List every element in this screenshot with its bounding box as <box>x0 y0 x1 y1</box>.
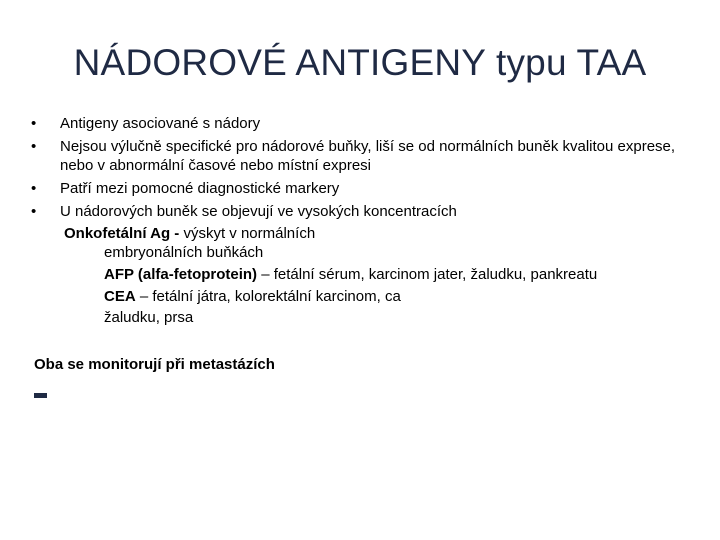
afp-label: AFP (alfa-fetoprotein) <box>104 266 258 283</box>
footer-note: Oba se monitorují při metastázích <box>34 356 275 373</box>
onkofetal-text: výskyt v normálních <box>183 225 316 242</box>
bullet-text: Antigeny asociované s nádory <box>60 115 261 132</box>
afp-line <box>104 264 704 285</box>
dash-marker-icon <box>34 393 47 398</box>
bullet-text: Nejsou výlučně specifické pro nádorové buňky, liší se od normálních buněk kvalitou exprese, nebo v abnormální časové nebo místní expresi <box>60 138 676 174</box>
bullet-dot-icon: • <box>31 138 37 155</box>
bullet-text: U nádorových buněk se objevují ve vysokých koncentracích <box>60 203 457 220</box>
bullet-dot-icon: • <box>31 115 37 132</box>
bullet-item <box>31 137 711 175</box>
bullet-dot-icon: • <box>31 203 37 220</box>
cea-text: – fetální játra, kolorektální karcinom, ca <box>135 288 401 305</box>
slide-title: NÁDOROVÉ ANTIGENY typu TAA <box>73 42 647 83</box>
cea-label: CEA <box>104 288 136 305</box>
bullet-dot-icon: • <box>31 180 37 197</box>
afp-text: – fetální sérum, karcinom jater, žaludku, pankreatu <box>257 266 598 283</box>
bullet-item <box>31 179 711 198</box>
bullet-item <box>31 202 711 221</box>
cea-text-cont: žaludku, prsa <box>104 309 194 326</box>
onkofetal-block <box>64 224 664 262</box>
onkofetal-label: Onkofetální Ag - <box>64 225 184 242</box>
bullet-text: Patří mezi pomocné diagnostické markery <box>60 180 340 197</box>
bullet-list <box>31 114 711 225</box>
bullet-item <box>31 114 711 133</box>
onkofetal-text-cont: embryonálních buňkách <box>104 244 264 261</box>
cea-line <box>104 286 704 328</box>
